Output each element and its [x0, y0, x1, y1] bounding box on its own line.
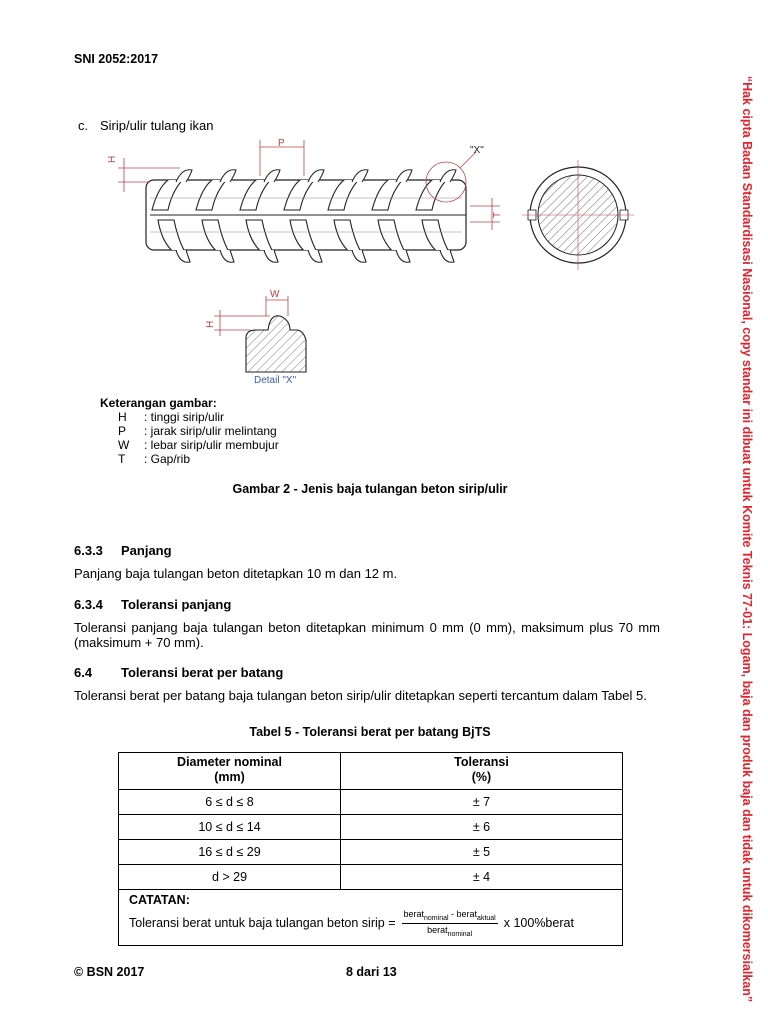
figure-caption: Gambar 2 - Jenis baja tulangan beton sirip/ulir	[232, 482, 508, 496]
cell-tolerance: ± 7	[341, 790, 623, 815]
item-label: c.	[78, 118, 89, 133]
rebar-drawing	[0, 0, 768, 400]
table-note	[119, 890, 623, 946]
legend-row-w: W : lebar sirip/ulir membujur	[118, 438, 279, 452]
rebar-side-view	[146, 170, 470, 263]
dim-label-t: T	[492, 211, 503, 218]
dim-label-w: W	[270, 289, 280, 300]
dim-label-p: P	[278, 138, 285, 149]
section-text-6-4: Toleransi berat per batang baja tulangan beton sirip/ulir ditetapkan seperti tercantum dalam Tabel 5.	[74, 688, 647, 703]
header-tolerance: Toleransi (%)	[341, 753, 623, 790]
tolerance-table	[118, 752, 623, 946]
note-suffix: x 100%berat	[503, 916, 574, 931]
copyright-watermark: “Hak cipta Badan Standardisasi Nasional, copy standar ini dibuat untuk Komite Teknis 77-01: Logam, baja dan produk baja dan tidak untuk dikomersialkan”	[740, 75, 754, 1003]
section-heading-6-4: 6.4 Toleransi berat per batang	[74, 665, 284, 680]
section-text-6-3-3: Panjang baja tulangan beton ditetapkan 10 m dan 12 m.	[74, 566, 398, 581]
cell-diameter: 16 ≤ d ≤ 29	[119, 840, 341, 865]
legend-row-h: H : tinggi sirip/ulir	[118, 410, 225, 424]
cell-diameter: d > 29	[119, 865, 341, 890]
footer-copyright: © BSN 2017	[74, 965, 145, 979]
cell-tolerance: ± 4	[341, 865, 623, 890]
cell-diameter: 6 ≤ d ≤ 8	[119, 790, 341, 815]
formula-fraction	[402, 909, 498, 938]
dim-label-h-detail: H	[205, 320, 216, 328]
item-text: Sirip/ulir tulang ikan	[100, 118, 214, 133]
section-text-6-3-4: Toleransi panjang baja tulangan beton ditetapkan minimum 0 mm (0 mm), maksimum plus 70 mm (maksimum + 70 mm).	[74, 620, 660, 650]
cell-diameter: 10 ≤ d ≤ 14	[119, 815, 341, 840]
legend-title: Keterangan gambar:	[100, 396, 217, 410]
page-number: 8 dari 13	[346, 965, 397, 979]
legend-row-p: P : jarak sirip/ulir melintang	[118, 424, 277, 438]
table-row	[119, 865, 623, 890]
detail-caption: Detail "X"	[254, 375, 297, 386]
cell-tolerance: ± 5	[341, 840, 623, 865]
table-row	[119, 790, 623, 815]
section-heading-6-3-3: 6.3.3 Panjang	[74, 543, 172, 558]
header-diameter: Diameter nominal (mm)	[119, 753, 341, 790]
figure-legend	[100, 396, 279, 466]
dim-label-x: "X"	[470, 145, 484, 156]
rebar-cross-section	[522, 160, 634, 270]
table-row	[119, 815, 623, 840]
table-header-row	[119, 753, 623, 790]
table-caption: Tabel 5 - Toleransi berat per batang BjTS	[249, 725, 491, 739]
note-text: Toleransi berat untuk baja tulangan beton sirip =	[129, 916, 396, 931]
standard-code: SNI 2052:2017	[74, 52, 159, 66]
formula-numerator: berat$_{nominal}$ - berat$_{aktual}$	[403, 909, 496, 922]
tolerance-formula	[129, 909, 622, 938]
note-title: CATATAN:	[129, 893, 190, 907]
formula-denominator: berat$_{nominal}$	[427, 924, 473, 938]
dim-label-h: H	[107, 155, 118, 163]
legend-row-t: T : Gap/rib	[118, 452, 191, 466]
table-row	[119, 840, 623, 865]
section-heading-6-3-4: 6.3.4 Toleransi panjang	[74, 597, 232, 612]
table-note-row	[119, 890, 623, 946]
detail-x-drawing	[214, 296, 306, 372]
cell-tolerance: ± 6	[341, 815, 623, 840]
